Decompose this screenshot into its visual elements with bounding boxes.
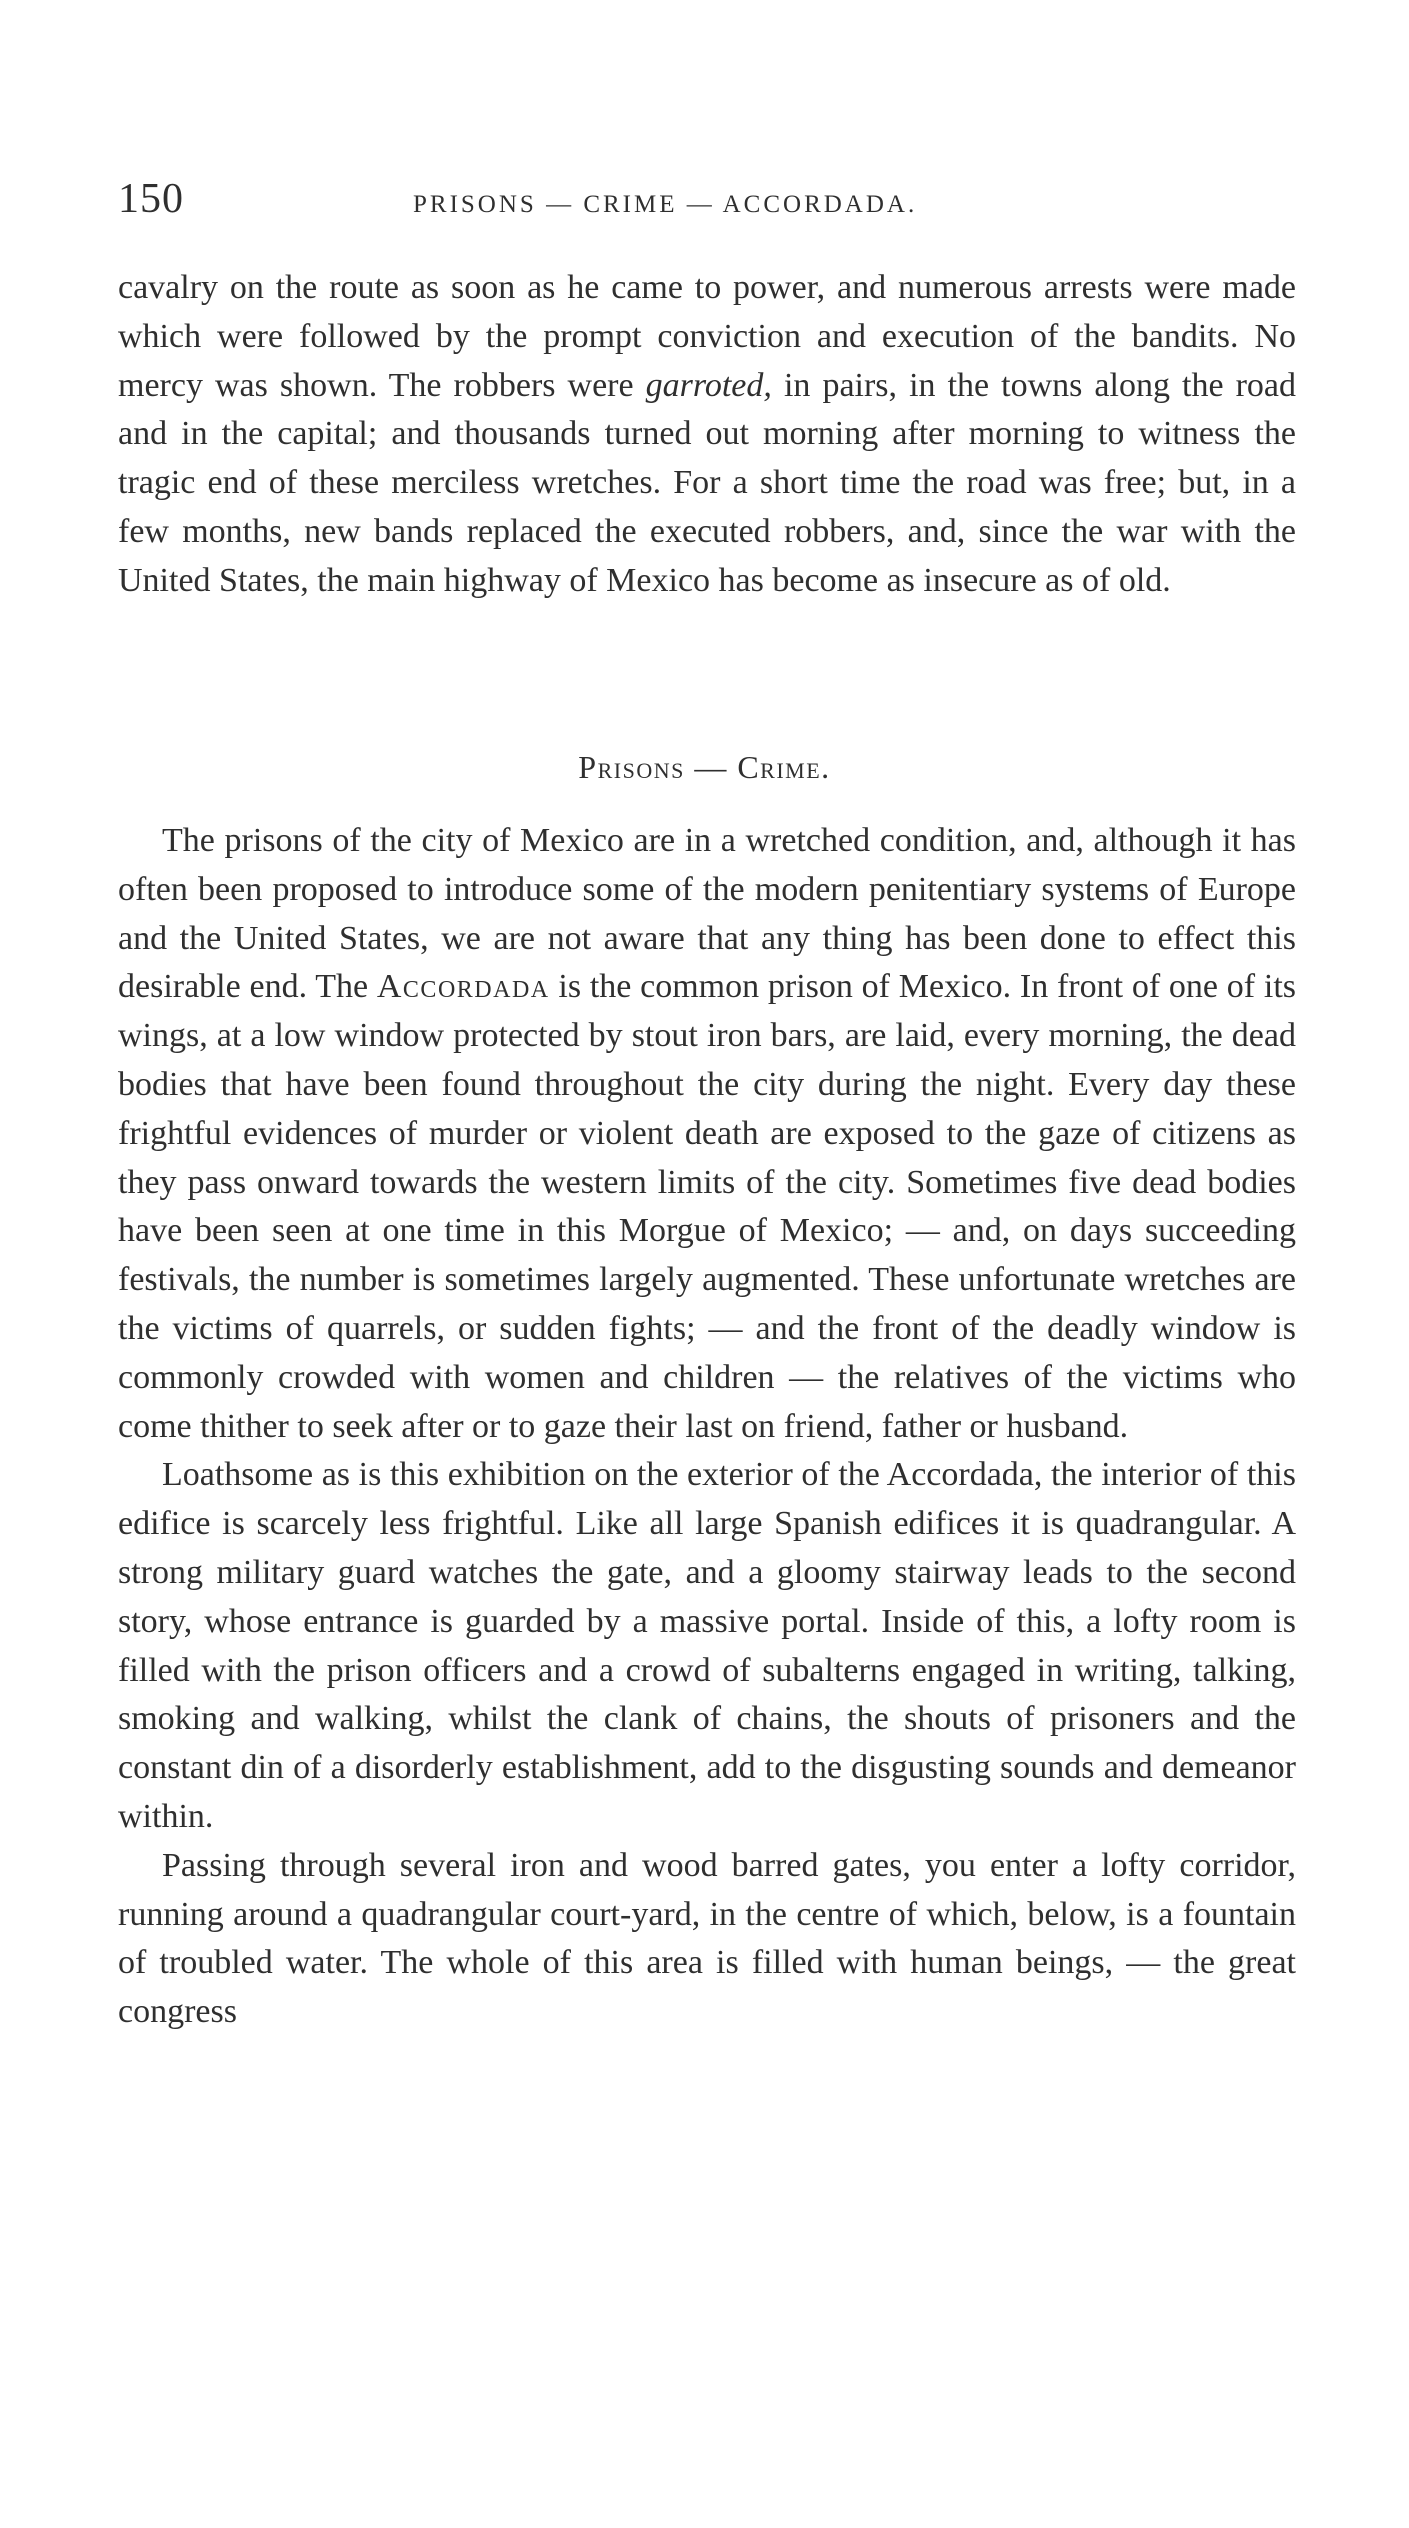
running-title: PRISONS — CRIME — ACCORDADA. bbox=[413, 191, 918, 218]
paragraph-prisons bbox=[118, 817, 1296, 1451]
paragraph-1-part-2: in pairs, in the towns along the road and in the capital; and thousands turned out morning after morning to witness the tragic end of these merciless wretches. For a short time the road was free; but, in a few months, new bands replaced the executed robbers, and, since the war with the United States, the main highway of Mexico has become as insecure as of old. bbox=[118, 366, 1296, 599]
section-heading: Prisons — Crime. bbox=[578, 749, 831, 785]
running-head bbox=[118, 175, 1298, 235]
text-block-main bbox=[118, 817, 1296, 2037]
accordada-smallcaps: Accordada bbox=[376, 968, 550, 1006]
text-block-top bbox=[118, 264, 1296, 606]
page-number: 150 bbox=[118, 176, 184, 222]
paragraph-2-part-2: is the common prison of Mexico. In front of one of its wings, at a low window protected by stout iron bars, are laid, every morning, the dead bodies that have been found throughout the city during the night. Every day these frightful evidences of murder or violent death are exposed to the gaze of citizens as they pass onward towards the western limits of the city. Sometimes five dead bodies have been seen at one time in this Morgue of Mexico; — and, on days succeeding festivals, the number is sometimes largely augmented. These unfortunate wretches are the victims of quarrels, or sudden fights; — and the front of the deadly window is commonly crowded with women and children — the relatives of the victims who come thither to seek after or to gaze their last on friend, father or husband. bbox=[118, 968, 1297, 1445]
paragraph-2-part-1: The prisons of the city of Mexico are in a wretched condition, and, although it has often been proposed to introduce some of the modern penitentiary systems of Europe and the United States, we are not aware that any thing has been done to effect this desirable end. The bbox=[118, 822, 1296, 1006]
paragraph-continuation bbox=[118, 264, 1296, 606]
paragraph-corridor: Passing through several iron and wood barred gates, you enter a lofty corridor, running around a quadrangular court-yard, in the centre of which, below, is a fountain of troubled water. The whole of this area is filled with human beings, — the great congress bbox=[118, 1846, 1296, 2031]
paragraph-interior: Loathsome as is this exhibition on the exterior of the Accordada, the interior of this edifice is scarcely less frightful. Like all large Spanish edifices it is quadrangular. A strong military guard watches the gate, and a gloomy stairway leads to the second story, whose entrance is guarded by a massive portal. Inside of this, a lofty room is filled with the prison officers and a crowd of subalterns engaged in writing, talking, smoking and walking, whilst the clank of chains, the shouts of prisoners and the constant din of a disorderly establishment, add to the disgusting sounds and demeanor within. bbox=[118, 1456, 1296, 1835]
italic-word: garroted, bbox=[645, 366, 772, 404]
paragraph-1-part-1: cavalry on the route as soon as he came to power, and numerous arrests were made which were followed by the prompt conviction and execution of the bandits. No mercy was shown. The robbers were bbox=[118, 269, 1296, 404]
